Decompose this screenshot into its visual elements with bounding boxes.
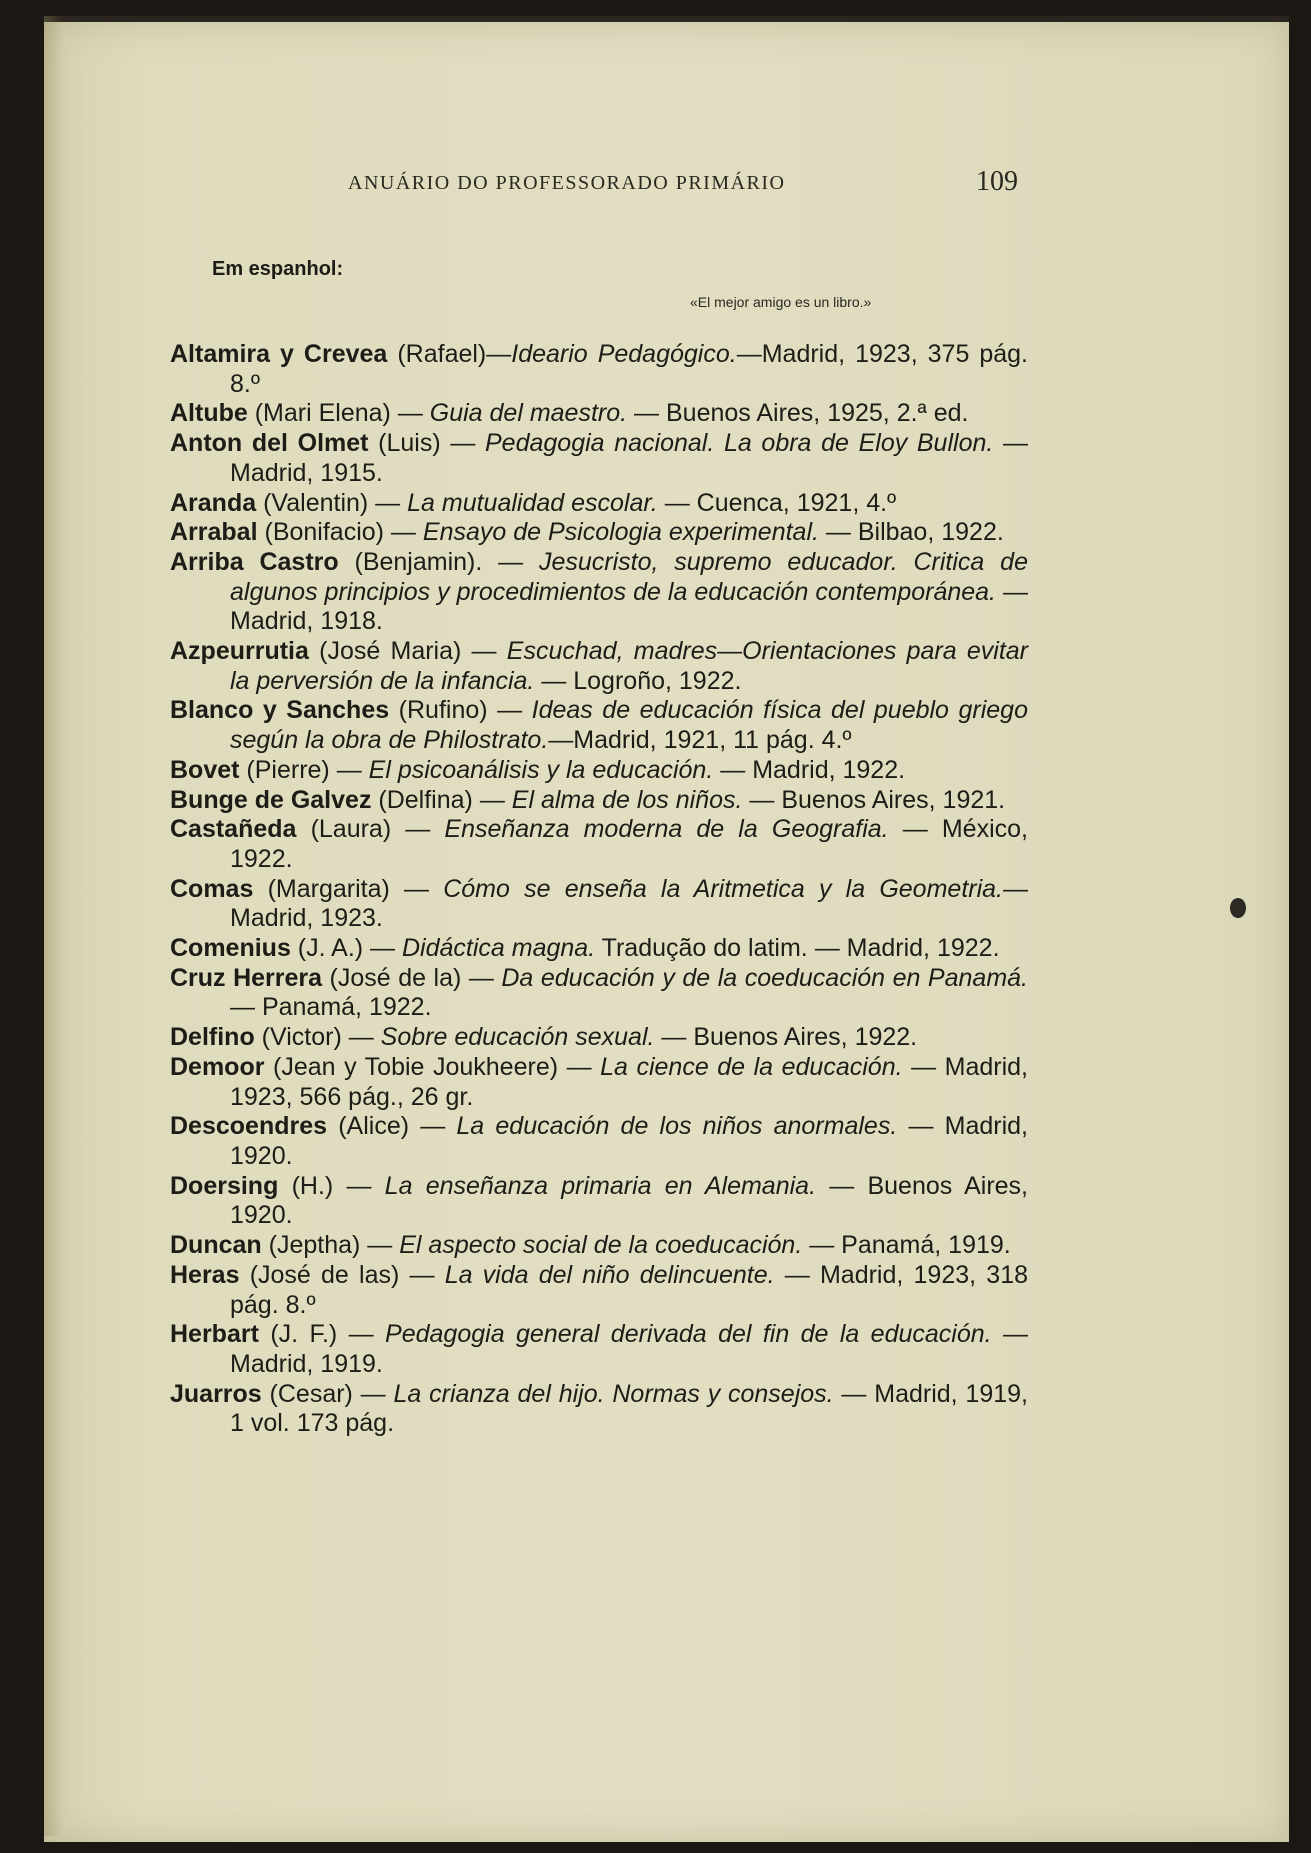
entry-publication: — Madrid, 1920.	[230, 1112, 1028, 1170]
running-title: ANUÁRIO DO PROFESSORADO PRIMÁRIO	[348, 172, 786, 194]
entry-title: Guia del maestro.	[429, 399, 628, 428]
page-number: 109	[976, 166, 1018, 197]
entry-publication: — Madrid, 1923, 318 pág. 8.º	[230, 1260, 1028, 1319]
entry-publication: — Madrid, 1923, 566 pág., 26 gr.	[230, 1052, 1028, 1111]
bibliography-entry	[170, 399, 1028, 429]
bibliography-list	[170, 340, 1028, 1439]
entry-title: Sobre educación sexual.	[380, 1023, 655, 1052]
entry-publication: —Madrid, 1921, 11 pág. 4.º	[548, 726, 852, 755]
bibliography-entry	[170, 518, 1028, 548]
entry-title: Da educación y de la coeducación en Panamá.	[501, 963, 1028, 992]
entry-title: Enseñanza moderna de la Geografia.	[444, 815, 889, 844]
bibliography-entry	[170, 1053, 1028, 1112]
bibliography-entry	[170, 1261, 1028, 1320]
entry-publication: — Cuenca, 1921, 4.º	[657, 488, 897, 517]
bibliography-entry	[170, 429, 1028, 488]
entry-detail: (Rafael)—	[387, 340, 512, 368]
bibliography-entry	[170, 548, 1028, 637]
entry-publication: Tradução do latim. — Madrid, 1922.	[595, 934, 1000, 963]
entry-detail: (Valentin) —	[256, 488, 408, 517]
entry-title: La crianza del hijo. Normas y consejos.	[393, 1379, 834, 1408]
bibliography-entry	[170, 786, 1028, 816]
entry-publication: — Buenos Aires, 1925, 2.ª ed.	[627, 399, 969, 428]
entry-detail: (Alice) —	[327, 1112, 457, 1141]
entry-detail: (J. F.) —	[258, 1320, 386, 1349]
entry-publication: — Madrid, 1922.	[713, 755, 906, 784]
entry-publication: — Buenos Aires, 1921.	[742, 785, 1006, 814]
entry-author: Herbart	[170, 1320, 259, 1349]
bibliography-entry	[170, 815, 1028, 874]
entry-publication: — Madrid, 1918.	[230, 577, 1028, 636]
bibliography-entry	[170, 756, 1028, 786]
entry-publication: — Logroño, 1922.	[534, 666, 742, 695]
entry-author: Duncan	[170, 1231, 262, 1260]
entry-title: Jesucristo, supremo educador. Critica de algunos principios y procedimientos de la educación contemporánea.	[230, 547, 1028, 606]
entry-detail: (J. A.) —	[290, 934, 402, 963]
entry-detail: (Cesar) —	[261, 1379, 394, 1408]
entry-title: El alma de los niños.	[511, 785, 743, 814]
entry-title: El psicoanálisis y la educación.	[368, 755, 714, 784]
entry-author: Heras	[170, 1260, 240, 1289]
entry-title: Pedagogia general derivada del fin de la educación.	[385, 1320, 992, 1349]
entry-title: La vida del niño delincuente.	[444, 1260, 775, 1289]
section-heading: Em espanhol:	[212, 258, 344, 280]
entry-author: Azpeurrutia	[170, 637, 309, 666]
entry-detail: (José de las) —	[239, 1260, 445, 1289]
entry-author: Arrabal	[170, 518, 258, 547]
entry-title: El aspecto social de la coeducación.	[399, 1231, 803, 1260]
bibliography-entry	[170, 1320, 1028, 1379]
entry-author: Doersing	[170, 1171, 279, 1200]
entry-title: La educación de los niños anormales.	[456, 1112, 898, 1141]
bibliography-entry	[170, 1380, 1028, 1439]
entry-publication: —Madrid, 1923, 375 pág. 8.º	[230, 340, 1029, 398]
entry-author: Cruz Herrera	[170, 963, 323, 992]
entry-publication: — Panamá, 1919.	[802, 1231, 1011, 1260]
entry-detail: (Benjamin). —	[338, 547, 539, 576]
bibliography-entry	[170, 1231, 1028, 1261]
entry-author: Bovet	[170, 755, 240, 784]
bibliography-entry	[170, 340, 1028, 399]
entry-title: La enseñanza primaria en Alemania.	[384, 1171, 817, 1200]
entry-detail: (H.) —	[278, 1171, 385, 1200]
bibliography-entry	[170, 696, 1028, 755]
entry-title: Cómo se enseña la Aritmetica y la Geometria.	[443, 874, 1003, 903]
entry-author: Castañeda	[170, 815, 297, 844]
entry-author: Anton del Olmet	[170, 429, 369, 458]
entry-detail: (Victor) —	[254, 1023, 381, 1052]
entry-author: Blanco y Sanches	[170, 696, 390, 725]
entry-author: Comas	[170, 874, 254, 903]
entry-author: Comenius	[170, 934, 291, 963]
entry-publication: — Panamá, 1922.	[230, 993, 432, 1022]
entry-detail: (Pierre) —	[239, 755, 369, 784]
entry-publication: — Madrid, 1919.	[230, 1320, 1029, 1378]
entry-title: La mutualidad escolar.	[407, 488, 658, 517]
entry-author: Aranda	[170, 488, 257, 517]
ink-smudge	[1230, 898, 1246, 918]
entry-author: Descoendres	[170, 1112, 328, 1141]
entry-title: Didáctica magna.	[401, 934, 596, 963]
entry-author: Bunge de Galvez	[170, 785, 372, 814]
bibliography-entry	[170, 1172, 1028, 1231]
entry-author: Altube	[170, 399, 248, 428]
entry-detail: (Jeptha) —	[261, 1231, 400, 1260]
entry-title: Pedagogia nacional. La obra de Eloy Bullon.	[485, 429, 994, 458]
binding-shadow	[44, 16, 62, 1836]
entry-detail: (Laura) —	[296, 815, 445, 844]
entry-detail: (José de la) —	[322, 963, 502, 992]
bibliography-entry	[170, 1023, 1028, 1053]
entry-detail: (Luis) —	[368, 429, 485, 458]
entry-author: Demoor	[170, 1052, 265, 1081]
entry-publication: — Buenos Aires, 1920.	[230, 1171, 1028, 1230]
entry-publication: — México, 1922.	[230, 815, 1028, 873]
entry-author: Delfino	[170, 1023, 255, 1052]
entry-detail: (José Maria) —	[308, 637, 507, 666]
entry-publication: — Madrid, 1919, 1 vol. 173 pág.	[230, 1379, 1028, 1438]
bibliography-entry	[170, 1112, 1028, 1171]
entry-publication: — Madrid, 1915.	[230, 429, 1028, 487]
bibliography-entry	[170, 489, 1028, 519]
entry-author: Juarros	[170, 1379, 262, 1408]
bibliography-entry	[170, 875, 1028, 934]
bibliography-entry	[170, 637, 1028, 696]
entry-title: Ideario Pedagógico.	[511, 340, 737, 368]
entry-publication: —Madrid, 1923.	[230, 874, 1028, 933]
entry-author: Arriba Castro	[170, 547, 339, 576]
entry-title: Escuchad, madres—Orientaciones para evitar la perversión de la infancia.	[230, 637, 1028, 695]
entry-detail: (Rufino) —	[389, 696, 532, 725]
entry-publication: — Buenos Aires, 1922.	[654, 1023, 918, 1052]
entry-detail: (Delfina) —	[371, 785, 512, 814]
entry-title: La cience de la educación.	[600, 1052, 903, 1081]
entry-publication: — Bilbao, 1922.	[818, 518, 1004, 547]
entry-detail: (Bonifacio) —	[257, 518, 423, 547]
entry-detail: (Jean y Tobie Joukheere) —	[264, 1052, 601, 1081]
entry-title: Ideas de educación física del pueblo griego según la obra de Philostrato.	[230, 696, 1028, 755]
entry-detail: (Mari Elena) —	[247, 399, 430, 428]
bibliography-entry	[170, 934, 1028, 964]
epigraph: «El mejor amigo es un libro.»	[690, 294, 872, 310]
entry-author: Altamira y Crevea	[170, 340, 388, 368]
entry-title: Ensayo de Psicologia experimental.	[422, 518, 819, 547]
entry-detail: (Margarita) —	[253, 874, 444, 903]
bibliography-entry	[170, 964, 1028, 1023]
